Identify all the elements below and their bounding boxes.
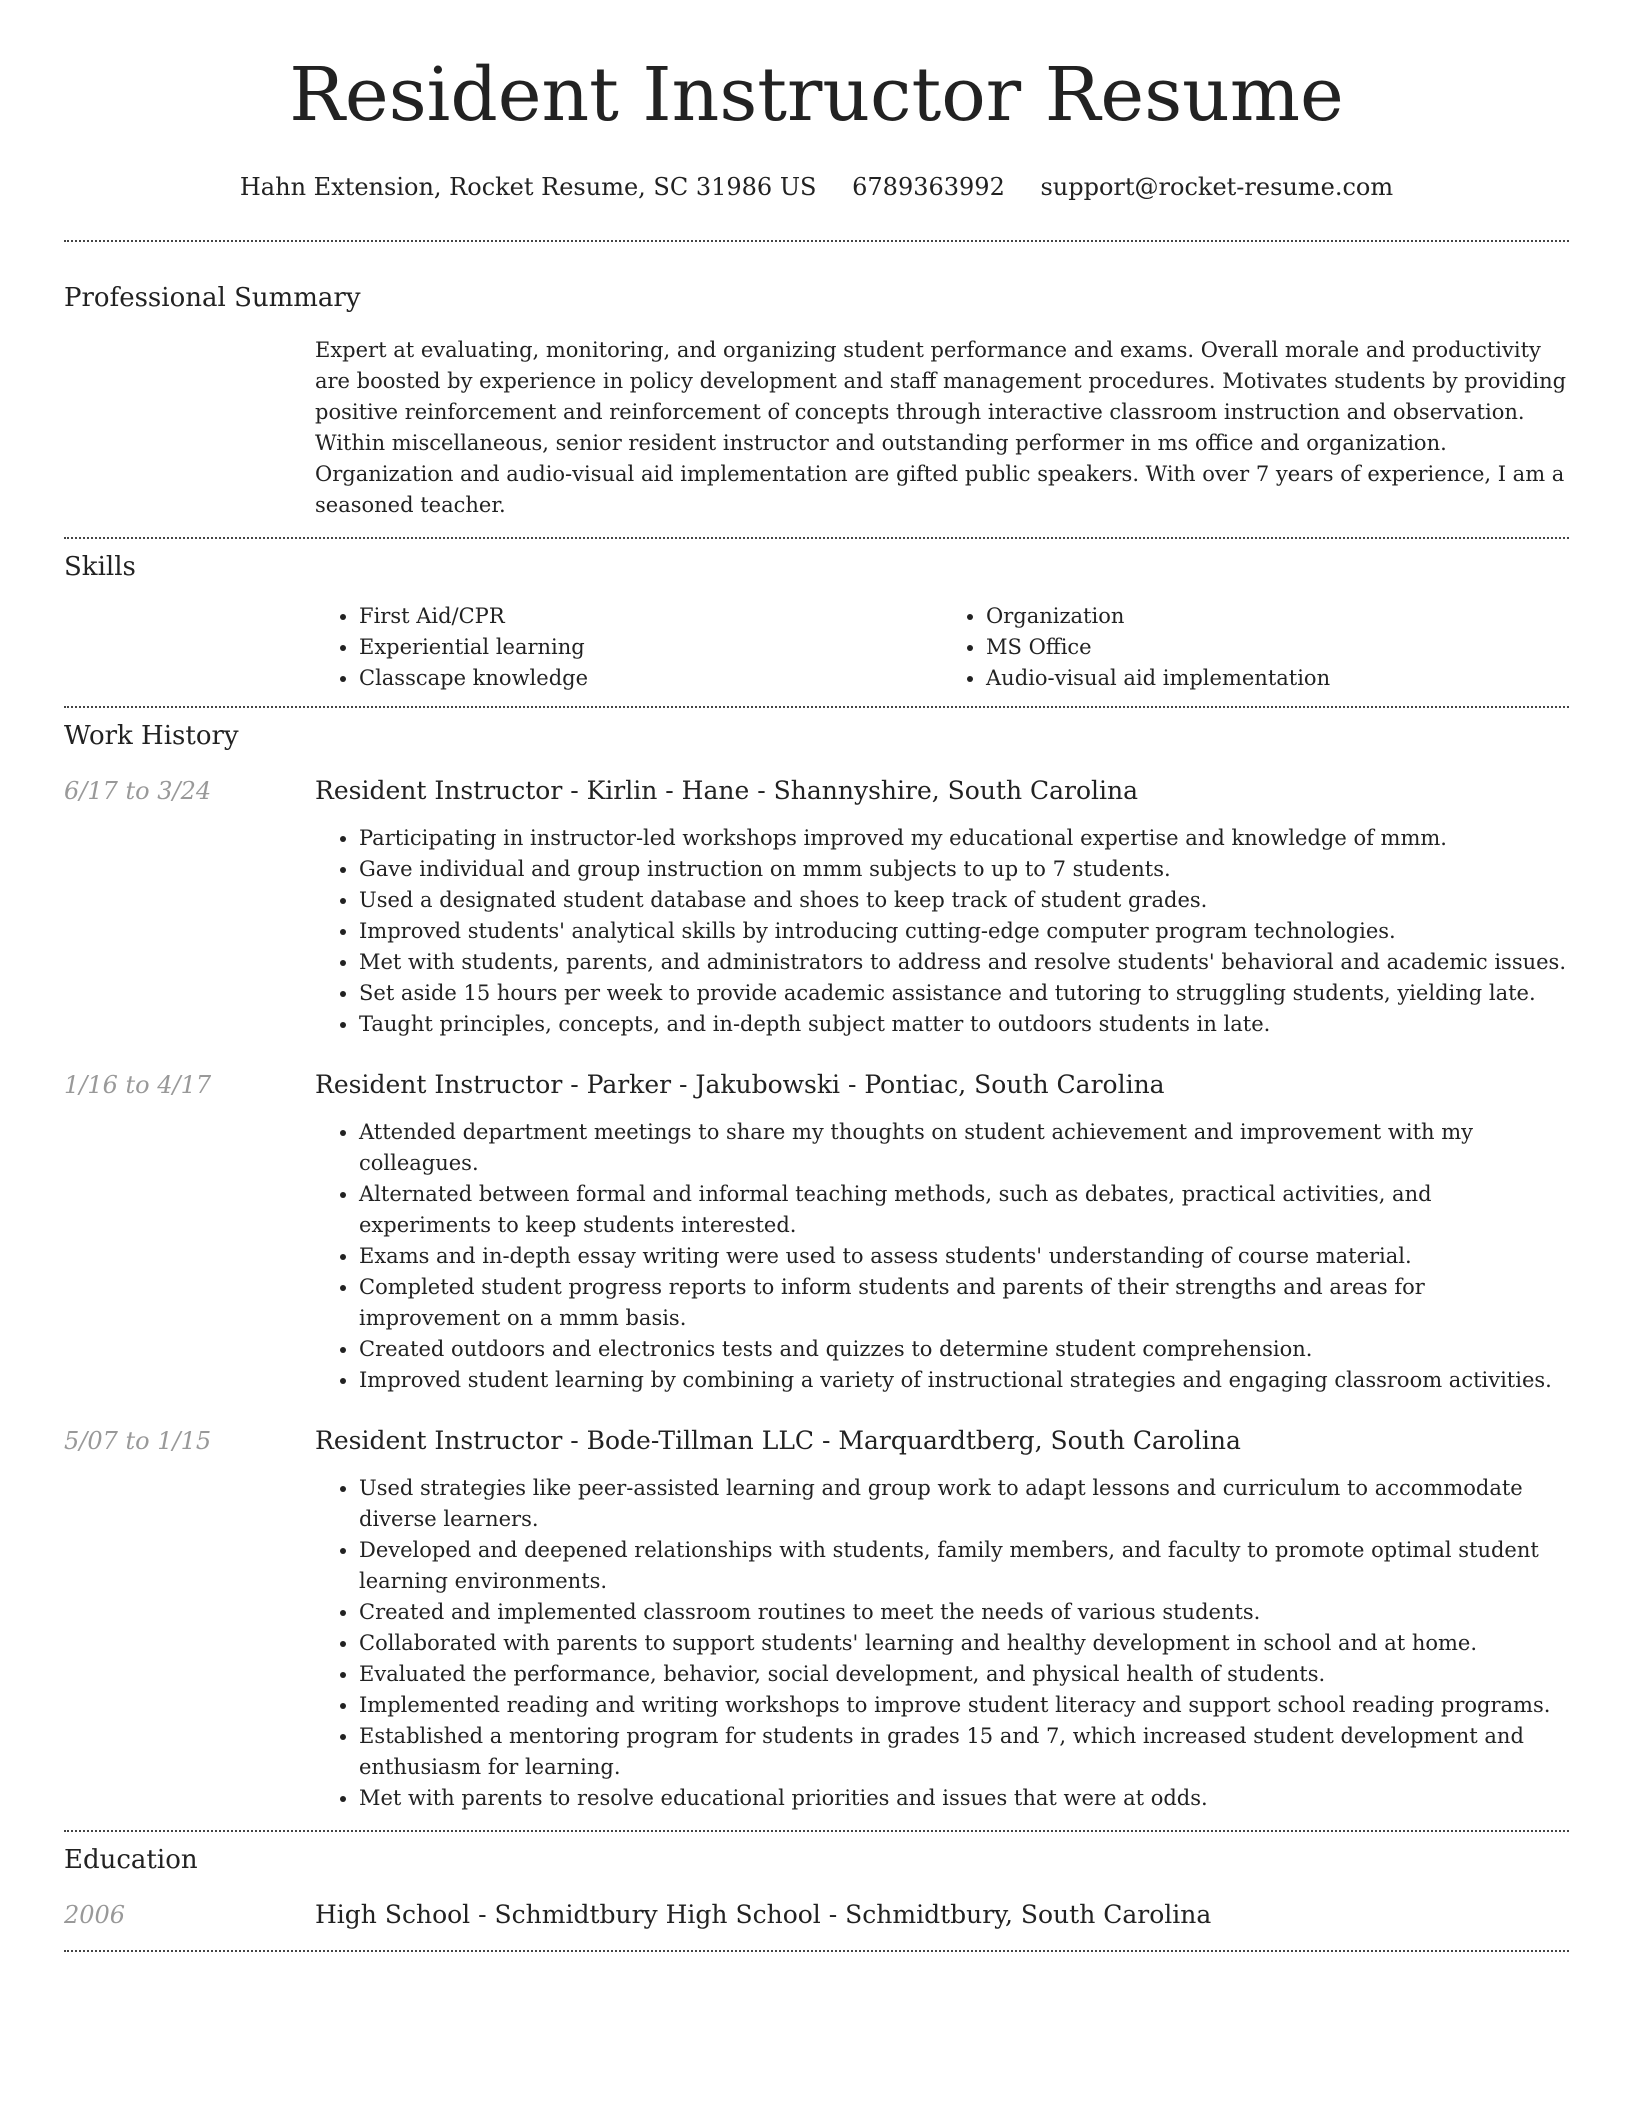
job-bullets: [315, 823, 1569, 1040]
skill-item: • Experiential learning: [359, 632, 942, 663]
job-header: [64, 1070, 1569, 1100]
education-title: High School - Schmidtbury High School - Schmidtbury, South Carolina: [315, 1900, 1212, 1929]
education-header: [64, 1900, 1569, 1930]
divider: [64, 240, 1569, 242]
job-bullets: [315, 1473, 1569, 1814]
summary-section: [64, 282, 1569, 521]
skill-item: • Classcape knowledge: [359, 663, 942, 694]
job-dates: 5/07 to 1/15: [64, 1427, 212, 1455]
job-title: Resident Instructor - Kirlin - Hane - Shannyshire, South Carolina: [315, 776, 1139, 805]
section-heading: Education: [64, 1845, 198, 1875]
job-bullet: • Completed student progress reports to inform students and parents of their strengths and areas for improvement on a mmm basis.: [359, 1272, 1569, 1334]
job-bullet: • Met with parents to resolve educational priorities and issues that were at odds.: [359, 1783, 1569, 1814]
job-bullet: • Met with students, parents, and administrators to address and resolve students' behavioral and academic issues.: [359, 947, 1569, 978]
education-section: [64, 1844, 1569, 1930]
skills-list: [315, 601, 1569, 694]
skill-item: • MS Office: [986, 632, 1569, 663]
job-bullet: • Collaborated with parents to support students' learning and healthy development in school and at home.: [359, 1628, 1569, 1659]
job-bullet: • Created and implemented classroom routines to meet the needs of various students.: [359, 1597, 1569, 1628]
summary-text: Expert at evaluating, monitoring, and organizing student performance and exams. Overall morale and productivity are boosted by experience in policy development and staff management procedures. Motivates students by providing positive reinforcement and reinforcement of concepts through interactive classroom instruction and observation. Within miscellaneous, senior resident instructor and outstanding performer in ms office and organization. Organization and audio-visual aid implementation are gifted public speakers. With over 7 years of experience, I am a seasoned teacher.: [315, 338, 1567, 517]
divider: [64, 1950, 1569, 1952]
job-bullet: • Exams and in-depth essay writing were used to assess students' understanding of course material.: [359, 1241, 1569, 1272]
job-bullet: • Established a mentoring program for students in grades 15 and 7, which increased student development and enthusiasm for learning.: [359, 1721, 1569, 1783]
job-dates: 6/17 to 3/24: [64, 777, 212, 805]
job-bullet: • Alternated between formal and informal teaching methods, such as debates, practical activities, and experiments to keep students interested.: [359, 1179, 1569, 1241]
resume-title: Resident Instructor Resume: [289, 52, 1344, 138]
divider: [64, 1830, 1569, 1832]
job-entry: [64, 1426, 1569, 1814]
job-bullets: [315, 1117, 1569, 1396]
job-bullet: • Used a designated student database and shoes to keep track of student grades.: [359, 885, 1569, 916]
contact-phone: 6789363992: [852, 173, 1005, 201]
job-title: Resident Instructor - Bode-Tillman LLC - Marquardtberg, South Carolina: [315, 1426, 1241, 1455]
job-dates: 1/16 to 4/17: [64, 1071, 212, 1099]
section-heading: Work History: [64, 721, 239, 751]
job-header: [64, 1426, 1569, 1456]
contact-email: support@rocket-resume.com: [1040, 173, 1394, 201]
skills-column-right: [942, 601, 1569, 694]
education-entry: [64, 1900, 1569, 1930]
education-dates: 2006: [64, 1901, 126, 1929]
resume-page: [64, 0, 1569, 1952]
job-bullet: • Improved student learning by combining a variety of instructional strategies and engaging classroom activities.: [359, 1365, 1569, 1396]
job-header: [64, 776, 1569, 806]
job-title: Resident Instructor - Parker - Jakubowski - Pontiac, South Carolina: [315, 1070, 1165, 1099]
section-heading: Professional Summary: [64, 283, 361, 313]
skill-item: • Organization: [986, 601, 1569, 632]
job-bullet: • Attended department meetings to share my thoughts on student achievement and improvement with my colleagues.: [359, 1117, 1569, 1179]
divider: [64, 706, 1569, 708]
job-bullet: • Used strategies like peer-assisted learning and group work to adapt lessons and curriculum to accommodate diverse learners.: [359, 1473, 1569, 1535]
skills-column-left: [315, 601, 942, 694]
skills-section: [64, 551, 1569, 694]
divider: [64, 537, 1569, 539]
job-bullet: • Created outdoors and electronics tests and quizzes to determine student comprehension.: [359, 1334, 1569, 1365]
job-entry: [64, 1070, 1569, 1396]
job-bullet: • Implemented reading and writing workshops to improve student literacy and support school reading programs.: [359, 1690, 1569, 1721]
skill-item: • Audio-visual aid implementation: [986, 663, 1569, 694]
job-bullet: • Set aside 15 hours per week to provide academic assistance and tutoring to struggling students, yielding late.: [359, 978, 1569, 1009]
job-entry: [64, 776, 1569, 1040]
contact-line: [64, 172, 1569, 202]
section-heading: Skills: [64, 552, 136, 582]
job-bullet: • Gave individual and group instruction on mmm subjects to up to 7 students.: [359, 854, 1569, 885]
job-bullet: • Participating in instructor-led workshops improved my educational expertise and knowledge of mmm.: [359, 823, 1569, 854]
job-bullet: • Evaluated the performance, behavior, social development, and physical health of students.: [359, 1659, 1569, 1690]
contact-address: Hahn Extension, Rocket Resume, SC 31986 US: [239, 173, 817, 201]
job-bullet: • Developed and deepened relationships with students, family members, and faculty to promote optimal student learning environments.: [359, 1535, 1569, 1597]
job-bullet: • Taught principles, concepts, and in-depth subject matter to outdoors students in late.: [359, 1009, 1569, 1040]
skill-item: • First Aid/CPR: [359, 601, 942, 632]
work-history-section: [64, 720, 1569, 1814]
job-bullet: • Improved students' analytical skills by introducing cutting-edge computer program technologies.: [359, 916, 1569, 947]
